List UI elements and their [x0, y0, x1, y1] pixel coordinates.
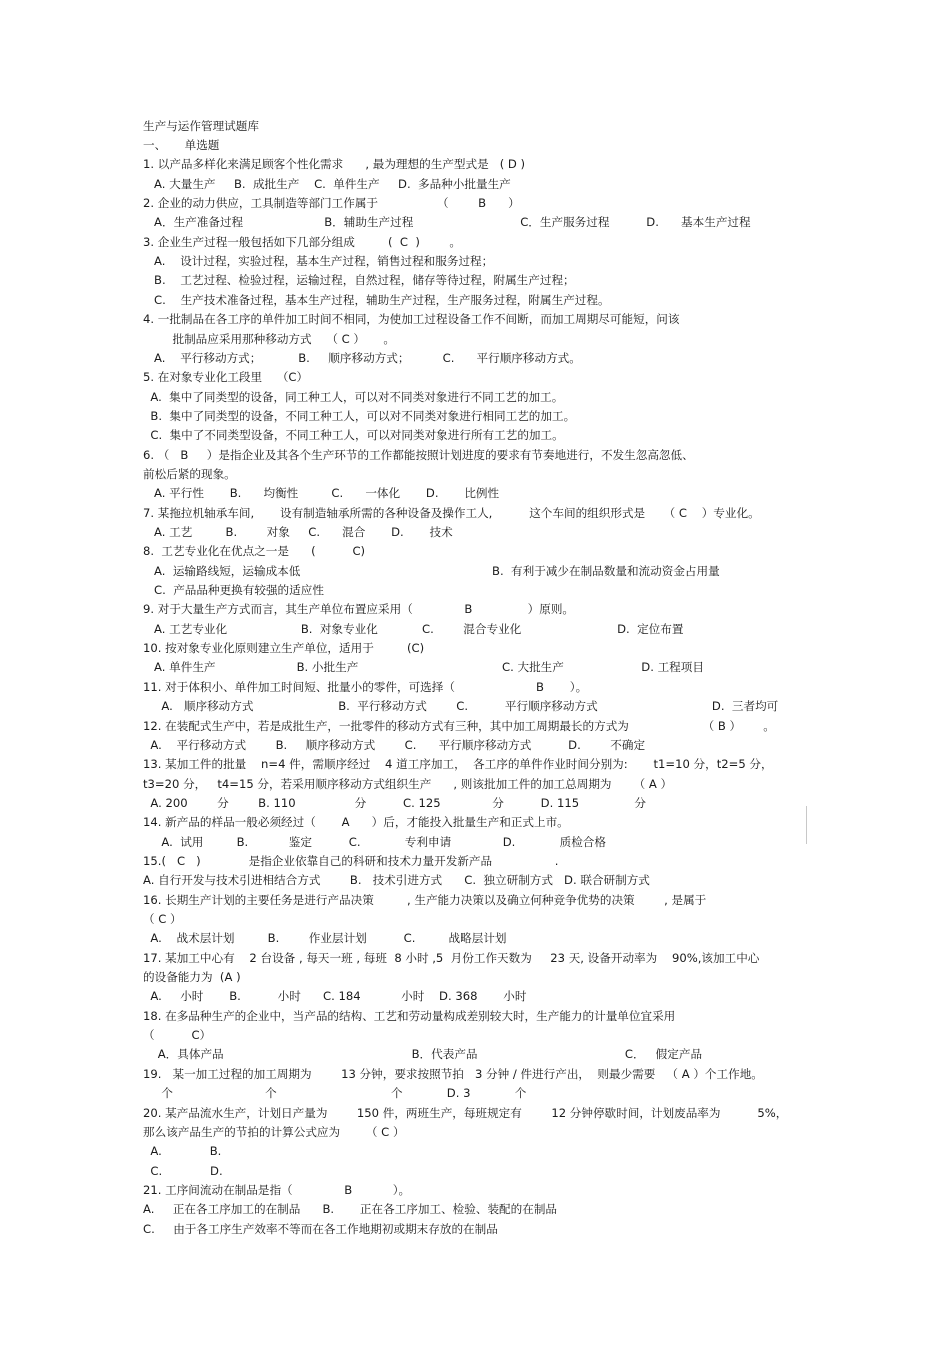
text-line: 7. 某拖拉机轴承车间, 设有制造轴承所需的各种设备及操作工人, 这个车间的组织形式是 （ C ）专业化。	[143, 506, 760, 520]
text-line: 10. 按对象专业化原则建立生产单位，适用于 (C)	[143, 641, 425, 655]
text-line: A. 自行开发与技术引进相结合方式 B. 技术引进方式 C. 独立研制方式 D. 联合研制方式	[143, 873, 650, 887]
text-line: 21. 工序间流动在制品是指（ B ）。	[143, 1183, 411, 1197]
document-title: 生产与运作管理试题库	[143, 119, 259, 133]
text-line: 前松后紧的现象。	[143, 467, 236, 481]
text-line: 17. 某加工中心有 2 台设备 , 每天一班 , 每班 8 小时 ,5 月份工作天数为 23 天, 设备开动率为 90%,该加工中心	[143, 951, 760, 965]
text-line: 13. 某加工件的批量 n=4 件，需顺序经过 4 道工序加工， 各工序的单件作业时间分别为: t1=10 分，t2=5 分，	[143, 757, 773, 771]
text-line: A. 正在各工序加工的在制品 B. 正在各工序加工、检验、装配的在制品	[143, 1202, 558, 1216]
text-line: C. 生产技术准备过程，基本生产过程，辅助生产过程，生产服务过程，附属生产过程。	[143, 293, 610, 307]
text-line: 4. 一批制品在各工序的单件加工时间不相同，为使加工过程设备工作不间断，而加工周期尽可能短，问该	[143, 312, 680, 326]
text-line: 批制品应采用那种移动方式 （ C ） 。	[143, 332, 396, 346]
text-line: 9. 对于大量生产方式而言，其生产单位布置应采用（ B ）原则。	[143, 602, 575, 616]
text-line: A. 运输路线短，运输成本低 B. 有利于减少在制品数量和流动资金占用量	[143, 564, 720, 578]
text-line: A. 大量生产 B. 成批生产 C. 单件生产 D. 多品种小批量生产	[143, 177, 511, 191]
margin-mark	[806, 806, 807, 844]
text-line: C. 集中了不同类型设备，不同工种工人，可以对同类对象进行所有工艺的加工。	[143, 428, 564, 442]
text-line: 6. （ B ）是指企业及其各个生产环节的工作都能按照计划进度的要求有节奏地进行，不发生忽高忽低、	[143, 448, 694, 462]
text-line: A. B.	[143, 1144, 222, 1158]
text-line: 2. 企业的动力供应，工具制造等部门工作属于 （ B ）	[143, 196, 520, 210]
text-line: 19. 某一加工过程的加工周期为 13 分钟，要求按照节拍 3 分钟 / 件进行产出， 则最少需要 （ A ）个工作地。	[143, 1067, 763, 1081]
text-line: A. 设计过程，实验过程，基本生产过程，销售过程和服务过程；	[143, 254, 494, 268]
text-line: 一、 单选题	[143, 138, 220, 152]
text-line: A. 平行性 B. 均衡性 C. 一体化 D. 比例性	[143, 486, 500, 500]
text-line: C. 由于各工序生产效率不等而在各工作地期初或期末存放的在制品	[143, 1222, 498, 1236]
text-line: A．具体产品 B．代表产品 C． 假定产品	[143, 1047, 703, 1061]
text-line: B. 集中了同类型的设备，不同工种工人，可以对不同类对象进行相同工艺的加工。	[143, 409, 576, 423]
text-line: 那么该产品生产的节拍的计算公式应为 （ C ）	[143, 1125, 405, 1139]
text-line: 个 个 个 D. 3 个	[143, 1086, 527, 1100]
text-line: A．生产准备过程 B．辅助生产过程 C．生产服务过程 D. 基本生产过程	[143, 215, 751, 229]
text-line: 14. 新产品的样品一般必须经过（ A ）后，才能投入批量生产和正式上市。	[143, 815, 569, 829]
text-line: A. 顺序移动方式 B. 平行移动方式 C. 平行顺序移动方式 D. 三者均可	[143, 699, 779, 713]
text-line: 12. 在装配式生产中，若是成批生产，一批零件的移动方式有三种，其中加工周期最长的方式为 （ B ） 。	[143, 719, 775, 733]
text-line: A. 试用 B. 鉴定 C. 专利申请 D. 质检合格	[143, 835, 606, 849]
text-line: 16. 长期生产计划的主要任务是进行产品决策 , 生产能力决策以及确立何种竞争优势的决策 , 是属于	[143, 893, 707, 907]
text-line: A. 战术层计划 B. 作业层计划 C. 战略层计划	[143, 931, 507, 945]
text-line: A. 工艺 B. 对象 C. 混合 D. 技术	[143, 525, 453, 539]
text-line: 8. 工艺专业化在优点之一是 ( C)	[143, 544, 366, 558]
text-line: C. D.	[143, 1164, 223, 1178]
text-line: A. 单件生产 B. 小批生产 C. 大批生产 D. 工程项目	[143, 660, 704, 674]
text-line: 11. 对于体积小、单件加工时间短、批量小的零件，可选择（ B ）。	[143, 680, 588, 694]
text-line: （ C ）	[143, 912, 182, 926]
text-line: t3=20 分， t4=15 分，若采用顺序移动方式组织生产 , 则该批加工件的加工总周期为 （ A ）	[143, 777, 673, 791]
text-line: A. 平行移动方式 B. 顺序移动方式 C. 平行顺序移动方式 D. 不确定	[143, 738, 646, 752]
text-line: B. 工艺过程、检验过程，运输过程，自然过程，储存等待过程，附属生产过程；	[143, 273, 575, 287]
text-line: A. 工艺专业化 B. 对象专业化 C. 混合专业化 D. 定位布置	[143, 622, 684, 636]
text-line: A. 200 分 B. 110 分 C. 125 分 D. 115 分	[143, 796, 646, 810]
text-line: A. 平行移动方式； B. 顺序移动方式； C. 平行顺序移动方式。	[143, 351, 581, 365]
text-line: A. 集中了同类型的设备，同工种工人，可以对不同类对象进行不同工艺的加工。	[143, 390, 564, 404]
text-line: 1. 以产品多样化来满足顾客个性化需求 , 最为理想的生产型式是 ( D )	[143, 157, 526, 171]
text-line: （ C）	[143, 1028, 212, 1042]
text-line: C. 产品品种更换有较强的适应性	[143, 583, 324, 597]
text-line: A. 小时 B. 小时 C. 184 小时 D. 368 小时	[143, 989, 527, 1003]
text-line: 20. 某产品流水生产，计划日产量为 150 件，两班生产，每班规定有 12 分钟停歇时间，计划废品率为 5%，	[143, 1106, 788, 1120]
text-line: 5. 在对象专业化工段里 （C）	[143, 370, 309, 384]
text-line: 3. 企业生产过程一般包括如下几部分组成 ( C ) 。	[143, 235, 461, 249]
text-line: 的设备能力为 (A )	[143, 970, 241, 984]
text-line: 15.( C ) 是指企业依靠自己的科研和技术力量开发新产品 .	[143, 854, 559, 868]
text-line: 18. 在多品种生产的企业中，当产品的结构、工艺和劳动量构成差别较大时，生产能力的计量单位宜采用	[143, 1009, 676, 1023]
